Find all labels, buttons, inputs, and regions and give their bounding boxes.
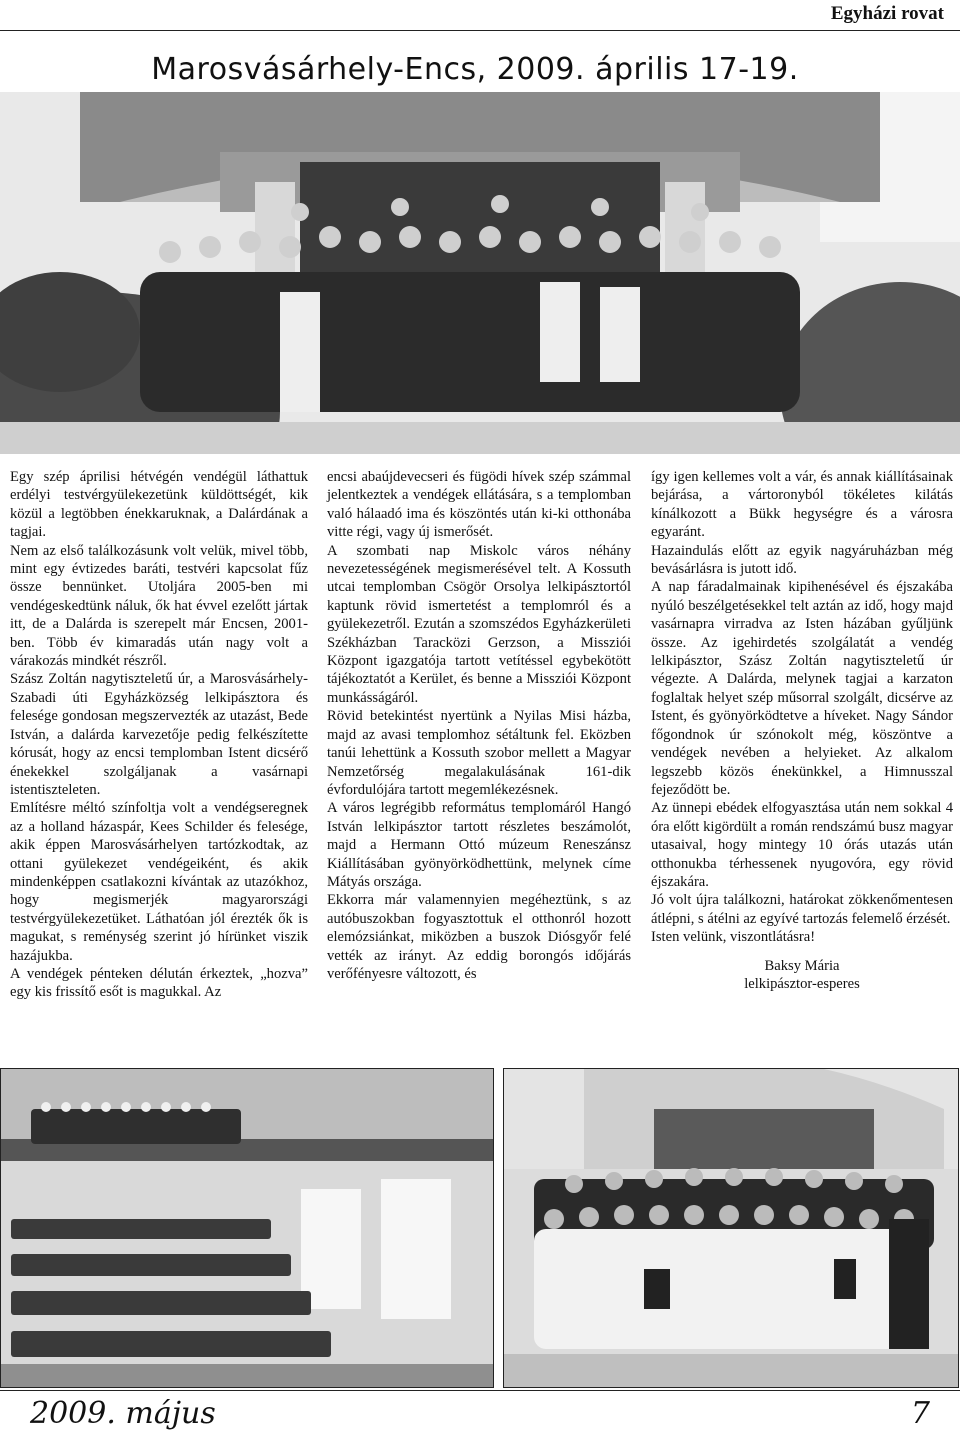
paragraph: Jó volt újra találkozni, határokat zökkenőmentesen átlépni, s átélni az egyívé tartozás felemelő érzését. xyxy=(651,892,953,927)
paragraph: Ekkorra már valamennyien megéheztünk, s az autóbuszokban fogyasztottuk el otthonról hozott elemózsiánkat, miközben a buszok Diósgyőr felé vették az irányt. Az eddig borongós időjárás verőfényesre változott, és xyxy=(327,892,631,982)
footer-rule xyxy=(0,1390,960,1391)
group-photo-church-entrance xyxy=(0,92,960,454)
paragraph: Szász Zoltán nagytiszteletű úr, a Marosvásárhely-Szabadi úti Egyházközség lelkipásztora és felesége gondosan megszervezték az utazást, Bede István, a dalárda karvezetője pedig felkészítette kórusát, hogy az encsi templomban Istent dicsérő énekekkel szolgáljanak a vasárnapi istentiszteleten. xyxy=(10,671,308,798)
article-column-3 xyxy=(651,468,953,993)
paragraph: Nem az első találkozásunk volt velük, mivel több, mint egy évtizedes baráti, testvéri kapcsolat fűz össze bennünket. Utoljára 2005-ben mi vendégeskedtünk náluk, ők hat évvel ezelőtt jártak itt, de a Dalárda is szerepelt már Encsen, 2001-ben. Több év kimaradás után nagy volt a várakozás mindkét részről. xyxy=(10,542,308,670)
church-interior-choir-photo xyxy=(0,1068,494,1388)
headline: Marosvásárhely-Encs, 2009. április 17-19. xyxy=(151,52,799,87)
paragraph: encsi abaújdevecseri és fügödi hívek szép számmal jelentkeztek a vendégek ellátására, s a templomban való hálaadó ima és köszöntés után ki-ki otthonába vitte régi, vagy új ismerősét. xyxy=(327,469,631,541)
header-section-title: Egyházi rovat xyxy=(830,3,944,24)
paragraph: Rövid betekintést nyertünk a Nyilas Misi házba, majd az avasi templomhoz sétáltunk fel. Eközben tanúi lehettünk a Kossuth szobor mellett a Magyar Nemzetőrség megalakulásának 161-dik évfordulójára tartott megemlékezésnek. xyxy=(327,708,631,798)
article-column-1 xyxy=(10,468,308,1002)
paragraph: Említésre méltó színfoltja volt a vendégseregnek az a holland házaspár, Kees Schilder és felesége, akik éppen Marosvásárhelyen tartózkodtak, az ottani gyülekezet vendégeiként, és akik mindenképpen csatlakozni kívántak az utazókhoz, hogy megismerjék magyarországi testvérgyülekezetüket. Láthatóan jól érezték ők is magukat, s reménység szerint jó hírünket viszik hazájukba. xyxy=(10,800,308,964)
paragraph: A vendégek pénteken délután érkeztek, „hozva” egy kis frissítő esőt is magukkal. Az xyxy=(10,965,308,1001)
signature-name: Baksy Mária xyxy=(764,957,840,974)
paragraph: Isten velünk, viszontlátásra! xyxy=(651,929,816,946)
paragraph: A szombati nap Miskolc város néhány nevezetességének megismerésével telt. A Kossuth utcai templomban Csögör Orsolya lelkipásztortól kaptunk rövid ismertetést a templomról és a gyülekezetről. Ezután a szomszédos Egyházkerületi Székházban Taracközi Gerzson, a Missziói Központ igazgatója tartott vetítéssel egybekötött tájékoztatót a Kerület, és benne a Missziói Központ munkásságáról. xyxy=(327,542,631,706)
footer-date: 2009. május xyxy=(30,1396,216,1431)
paragraph: így igen kellemes volt a vár, és annak kiállításainak bejárása, a vártoronyból tökéletes kilátás kínálkozott a Bükk hegységre és a városra egyaránt. xyxy=(651,469,953,541)
header-rule xyxy=(0,30,960,31)
paragraph: A nap fáradalmainak kipihenésével és éjszakába nyúló beszélgetésekkel telt aztán az idő, hogy majd vasárnapra virradva az Isten házában gyűljünk össze. Az igehirdetés szolgálatát a vendég lelkipásztor, Szász Zoltán nagytiszteletű úr végezte. A Dalárda, melynek tagjai a karzaton foglaltak helyet szép műsorral szolgált, dicsérve az Istent, és gyönyörködtetve a híveket. Nagy Sándor főgondnok úr szónokolt még, köszöntve a vendégek nevében a helyieket. Az alkalom legszebb közös énekünkkel, a Himnusszal fejeződött be. xyxy=(651,579,953,798)
choir-group-photo xyxy=(503,1068,959,1388)
article-column-2 xyxy=(327,468,631,983)
paragraph: A város legrégibb református templomáról Hangó István lelkipásztor tartott részletes beszámolót, majd a Hermann Ottó múzeum Reneszánsz Kiállításában gyönyörködhettünk, melynek címe Mátyás országa. xyxy=(327,800,631,890)
paragraph: Egy szép áprilisi hétvégén vendégül láthattuk erdélyi testvérgyülekezetünk küldöttségét, kik közül a legtöbben énekkaruknak, a Dalárdának a tagjai. xyxy=(10,469,308,541)
signature-role: lelkipásztor-esperes xyxy=(744,975,860,992)
paragraph: Hazaindulás előtt az egyik nagyáruházban még bevásárlásra is jutott idő. xyxy=(651,542,953,578)
paragraph: Az ünnepi ebédek elfogyasztása után nem sokkal 4 óra előtt kigördült a román rendszámú busz magyar utasaival, hogy mintegy 10 órás utazás után otthonukba térhessenek nyugovóra, egy rövid éjszakára. xyxy=(651,800,953,890)
page-number: 7 xyxy=(910,1396,930,1431)
signature xyxy=(651,957,953,994)
